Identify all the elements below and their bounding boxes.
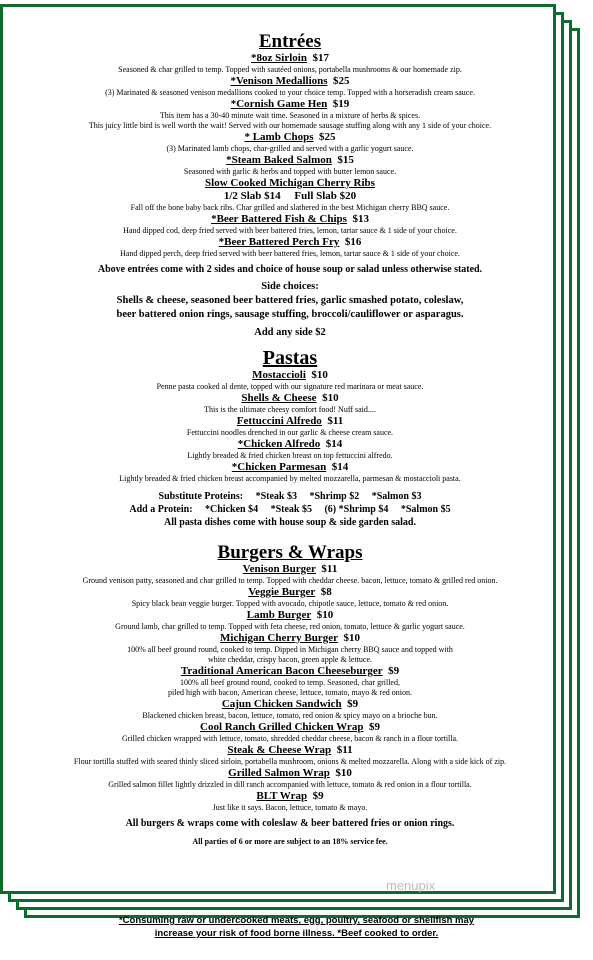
add-side-note: Add any side $2 <box>254 326 326 338</box>
menu-item-title <box>30 98 550 111</box>
menu-item-title <box>30 236 550 249</box>
menu-item-title <box>30 461 550 474</box>
menu-item <box>30 213 550 236</box>
entrees-list <box>30 52 550 259</box>
menu-item-name: *Cornish Game Hen <box>230 97 328 110</box>
menu-item-title <box>30 213 550 226</box>
menu-item-price: $9 <box>347 697 359 710</box>
menu-item-description: Grilled salmon fillet lightly drizzled in dill ranch accompanied with lettuce, tomato & red onion in a flour tortilla. <box>108 779 472 789</box>
menu-item-name: Venison Burger <box>242 562 316 575</box>
menu-item-price: $25 <box>319 130 336 143</box>
menu-item-title <box>30 632 550 645</box>
menu-item <box>30 609 550 632</box>
menu-item-price: $17 <box>312 51 329 64</box>
menu-item-name: BLT Wrap <box>256 789 308 802</box>
footer-line-1: *Consuming raw or undercooked meats, egg, poultry, seafood or shellfish may <box>118 915 475 926</box>
menu-item-title <box>30 75 550 88</box>
side-choices-line-2: beer battered onion rings, sausage stuffing, broccoli/cauliflower or asparagus. <box>116 308 464 320</box>
menu-item <box>30 586 550 609</box>
menu-item <box>30 177 550 213</box>
entrees-heading: Entrées <box>258 31 322 52</box>
menu-item-title <box>30 177 550 190</box>
menu-item <box>30 75 550 98</box>
substitute-proteins: Substitute Proteins: *Steak $3 *Shrimp $2 *Salmon $3 <box>158 490 422 502</box>
menu-item-name: *Chicken Parmesan <box>231 460 327 473</box>
menu-item-price: $8 <box>320 585 332 598</box>
menu-item-description: Penne pasta cooked al dente, topped with our signature red marinara or meat sauce. <box>156 381 424 391</box>
menu-item-description: Flour tortilla stuffed with seared thinly sliced sirloin, portabella mushroom, onions & melted mozzarella. Along with a side kick of zip. <box>73 756 507 766</box>
menu-item-name: Michigan Cherry Burger <box>220 631 338 644</box>
menu-item-name: * Lamb Chops <box>244 130 314 143</box>
menu-item-price: $10 <box>322 391 339 404</box>
menu-item-description: Hand dipped perch, deep fried served with beer battered fries, lemon, tartar sauce & 1 side of your choice. <box>120 248 460 258</box>
menu-item-title <box>30 790 550 803</box>
menu-item-title <box>30 721 550 734</box>
menu-item <box>30 563 550 586</box>
menu-item-title <box>30 154 550 167</box>
menu-item-price: $25 <box>333 74 350 87</box>
menu-item-description: Hand dipped cod, deep fried served with beer battered fries, lemon, tartar sauce & 1 side of your choice. <box>123 225 457 235</box>
menu-item-price: $19 <box>332 97 350 110</box>
add-protein: Add a Protein: *Chicken $4 *Steak $5 (6) *Shrimp $4 *Salmon $5 <box>129 503 451 515</box>
menu-item-description: (3) Marinated lamb chops, char-grilled and served with a garlic yogurt sauce. <box>166 143 414 153</box>
entrees-note: Above entrées come with 2 sides and choice of house soup or salad unless otherwise stated. <box>97 263 483 275</box>
menu-item <box>30 698 550 721</box>
menu-item-description: Ground lamb, char grilled to temp. Topped with feta cheese, red onion, tomato, lettuce & garlic yogurt sauce. <box>115 621 465 631</box>
menu-item-price: $11 <box>336 743 353 756</box>
menu-item <box>30 744 550 767</box>
footer-disclaimer <box>0 914 593 940</box>
menu-item-description: Ground venison patty, seasoned and char grilled to temp. Topped with cheddar cheese. bacon, lettuce, tomato & grilled red onion. <box>82 575 498 585</box>
menu-item-price: $13 <box>352 212 369 225</box>
menu-item-name: Grilled Salmon Wrap <box>228 766 330 779</box>
menu-item-price: $9 <box>312 789 324 802</box>
menu-item-name: Veggie Burger <box>248 585 316 598</box>
burgers-note: All burgers & wraps come with coleslaw & beer battered fries or onion rings. <box>125 817 455 829</box>
menu-item-name: *Beer Battered Fish & Chips <box>211 212 347 225</box>
menu-item <box>30 767 550 790</box>
menu-item-title <box>30 586 550 599</box>
menu-item-description: 100% all beef ground round, cooked to temp. Dipped in Michigan cherry BBQ sauce and topped with <box>127 644 453 654</box>
menu-item-description: This is the ultimate cheesy comfort food! Nuff said.... <box>204 404 376 414</box>
menu-item-price: $11 <box>321 562 338 575</box>
menu-item <box>30 721 550 744</box>
menu-item-name: Cool Ranch Grilled Chicken Wrap <box>200 720 364 733</box>
menu-item <box>30 131 550 154</box>
menu-item-price: $10 <box>311 368 328 381</box>
menu-item-description: 100% all beef ground round, cooked to temp. Seasoned, char grilled, <box>180 677 400 687</box>
menu-item-name: *Chicken Alfredo <box>237 437 321 450</box>
menu-item-description: white cheddar, crispy bacon, green apple & lettuce. <box>207 654 373 664</box>
menu-item-title <box>30 369 550 382</box>
menu-item-title <box>30 415 550 428</box>
menu-item-title <box>30 52 550 65</box>
menu-item <box>30 98 550 131</box>
menu-item-name: Shells & Cheese <box>241 391 317 404</box>
menu-item-title <box>30 609 550 622</box>
menu-item-title <box>30 563 550 576</box>
menu-item-name: Steak & Cheese Wrap <box>227 743 332 756</box>
menu-item <box>30 415 550 438</box>
menu-item-price: $10 <box>335 766 352 779</box>
menu-content <box>30 30 550 855</box>
menu-item <box>30 392 550 415</box>
menu-item <box>30 461 550 484</box>
menu-item <box>30 236 550 259</box>
side-choices-line-1: Shells & cheese, seasoned beer battered fries, garlic smashed potato, coleslaw, <box>116 294 464 306</box>
menu-item-name: Traditional American Bacon Cheeseburger <box>180 664 383 677</box>
menu-item-title <box>30 438 550 451</box>
menu-item-name: Cajun Chicken Sandwich <box>221 697 342 710</box>
menu-item-description: This juicy little bird is well worth the wait! Served with our homemade sausage stuffing along with any 1 side of your choice. <box>88 120 492 130</box>
pastas-note: All pasta dishes come with house soup & side garden salad. <box>164 516 416 528</box>
menu-item <box>30 52 550 75</box>
menu-item-description: This item has a 30-40 minute wait time. Seasoned in a mixture of herbs & spices. <box>159 110 421 120</box>
menu-item-price: $10 <box>316 608 334 621</box>
menu-item-description: Seasoned & char grilled to temp. Topped with sautéed onions, portabella mushrooms & our homemade zip. <box>118 64 462 74</box>
menu-item-description: Seasoned with garlic & herbs and topped with butter lemon sauce. <box>183 166 397 176</box>
menu-item <box>30 154 550 177</box>
menu-item-price-options: 1/2 Slab $14 Full Slab $20 <box>223 189 357 202</box>
menu-item-price: $15 <box>337 153 354 166</box>
menu-item-name: Fettuccini Alfredo <box>236 414 322 427</box>
menu-item-description: Spicy black bean veggie burger. Topped with avocado, chipotle sauce, lettuce, tomato & red onion. <box>131 598 449 608</box>
menu-item-name: *Steam Baked Salmon <box>226 153 332 166</box>
pastas-list <box>30 369 550 484</box>
menu-item-description: Fall off the bone baby back ribs. Char grilled and slathered in the best Michigan cherry BBQ sauce. <box>130 202 450 212</box>
side-choices-title: Side choices: <box>261 280 319 292</box>
burgers-list <box>30 563 550 813</box>
menu-item-name: Lamb Burger <box>246 608 312 621</box>
menu-item-description: Grilled chicken wrapped with lettuce, tomato, shredded cheddar cheese, bacon & ranch in a flour tortilla. <box>121 733 459 743</box>
menu-item-price: $9 <box>368 720 380 733</box>
menu-item-description: (3) Marinated & seasoned venison medallions cooked to your choice temp. Topped with a horseradish cream sauce. <box>105 87 475 97</box>
menu-item-price: $16 <box>344 235 362 248</box>
menu-item <box>30 665 550 698</box>
menu-item <box>30 438 550 461</box>
menu-item-title <box>30 767 550 780</box>
menu-item-description: Blackened chicken breast, bacon, lettuce, tomato, red onion & spicy mayo on a brioche bun. <box>142 710 438 720</box>
menu-item-name: *Beer Battered Perch Fry <box>218 235 340 248</box>
menu-item-description: Fettuccini noodles drenched in our garlic & cheese cream sauce. <box>186 427 394 437</box>
menu-item-name: Slow Cooked Michigan Cherry Ribs <box>205 176 375 189</box>
menu-item-price: $14 <box>331 460 349 473</box>
menu-item <box>30 790 550 813</box>
menu-item <box>30 632 550 665</box>
burgers-heading: Burgers & Wraps <box>217 541 363 563</box>
menu-item-price: $14 <box>325 437 343 450</box>
menu-item-description: Just like it says. Bacon, lettuce, tomato & mayo. <box>212 802 368 812</box>
menu-item-title <box>30 665 550 678</box>
menu-item-title <box>30 131 550 144</box>
menu-item-description: piled high with bacon, American cheese, lettuce, tomato, mayo & red onion. <box>168 687 412 697</box>
service-fee-note: All parties of 6 or more are subject to an 18% service fee. <box>192 836 388 846</box>
footer-line-2: increase your risk of food borne illness. *Beef cooked to order. <box>154 928 439 939</box>
menu-item <box>30 369 550 392</box>
menu-item-name: *Venison Medallions <box>230 74 328 87</box>
menu-item-price: $9 <box>388 664 400 677</box>
watermark-logo: menupix <box>386 878 436 893</box>
menu-item-description: Lightly breaded & fried chicken breast accompanied by melted mozzarella, parmesan & mostaccioli pasta. <box>119 473 461 483</box>
menu-item-description: Lightly breaded & fried chicken breast on top fettuccini alfredo. <box>187 450 393 460</box>
menu-item-title <box>30 392 550 405</box>
menu-item-title <box>30 698 550 711</box>
menu-item-name: *8oz Sirloin <box>251 51 307 64</box>
menu-item-price: $11 <box>327 414 344 427</box>
menu-item-title <box>30 744 550 757</box>
pastas-heading: Pastas <box>262 346 318 369</box>
menu-item-price: $10 <box>343 631 360 644</box>
menu-item-name: Mostaccioli <box>252 368 306 381</box>
